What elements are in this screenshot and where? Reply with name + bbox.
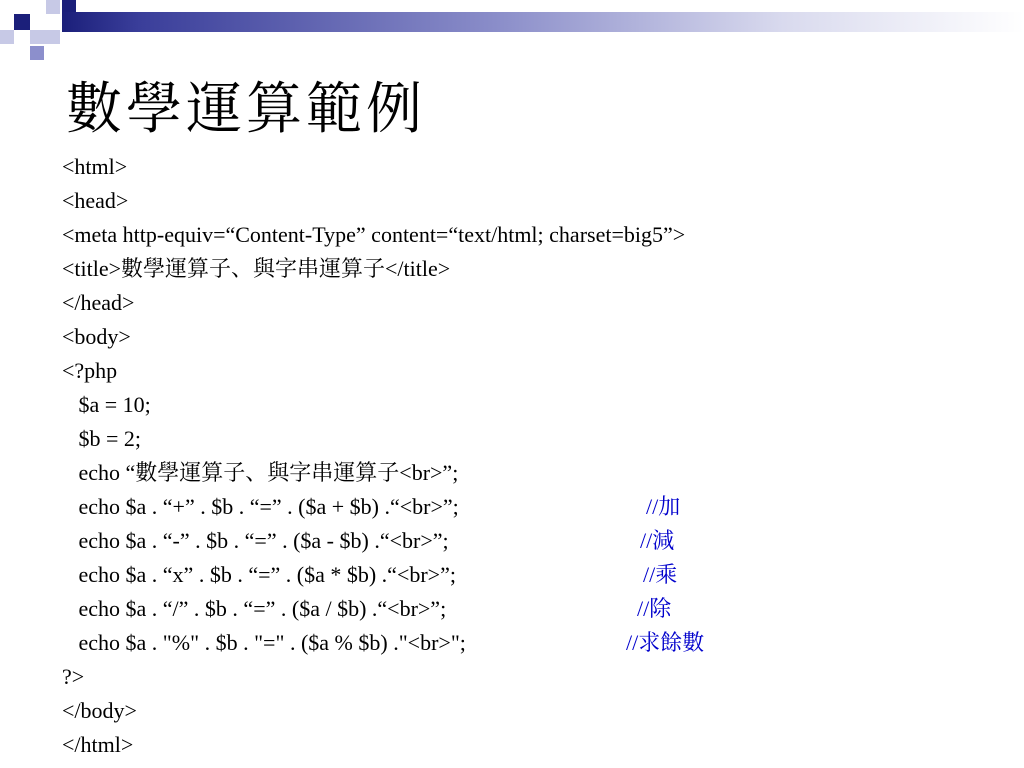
- comment-add: //加: [646, 494, 681, 519]
- code-line: </html>: [62, 732, 134, 757]
- code-line: echo $a . “/” . $b . “=” . ($a / $b) .“<br>”;: [62, 596, 447, 621]
- code-line: echo “數學運算子、與字串運算子<br>”;: [62, 460, 459, 485]
- code-line: <body>: [62, 324, 131, 349]
- code-line: $b = 2;: [62, 426, 142, 451]
- comment-mod: //求餘數: [626, 630, 705, 655]
- decor-square-lavender: [46, 0, 60, 14]
- code-line: $a = 10;: [62, 392, 151, 417]
- code-line: echo $a . “x” . $b . “=” . ($a * $b) .“<br>”;: [62, 562, 456, 587]
- code-line: ?>: [62, 664, 85, 689]
- comment-div: //除: [637, 596, 672, 621]
- comment-mul: //乘: [643, 562, 678, 587]
- code-line: <head>: [62, 188, 129, 213]
- code-line: </head>: [62, 290, 135, 315]
- code-line: <meta http-equiv=“Content-Type” content=“text/html; charset=big5”>: [62, 222, 686, 247]
- code-line: </body>: [62, 698, 137, 723]
- code-listing: [62, 150, 685, 762]
- comment-sub: //減: [640, 528, 675, 553]
- slide-title: 數學運算範例: [66, 77, 426, 142]
- code-line: echo $a . “-” . $b . “=” . ($a - $b) .“<br>”;: [62, 528, 449, 553]
- decor-square-lavender-3: [46, 30, 60, 44]
- decor-square-lavender-2: [30, 30, 46, 44]
- decor-square-mid: [30, 46, 44, 60]
- decor-square-navy-2: [62, 0, 76, 12]
- header-gradient-bar: [62, 12, 1024, 32]
- decor-square-lavender-4: [0, 30, 14, 44]
- code-line: echo $a . “+” . $b . “=” . ($a + $b) .“<br>”;: [62, 494, 459, 519]
- code-line: <html>: [62, 154, 128, 179]
- code-line: echo $a . "%" . $b . "=" . ($a % $b) ."<br>";: [62, 630, 466, 655]
- decor-square-navy: [14, 14, 30, 30]
- code-line: <?php: [62, 358, 118, 383]
- code-line: <title>數學運算子、與字串運算子</title>: [62, 256, 451, 281]
